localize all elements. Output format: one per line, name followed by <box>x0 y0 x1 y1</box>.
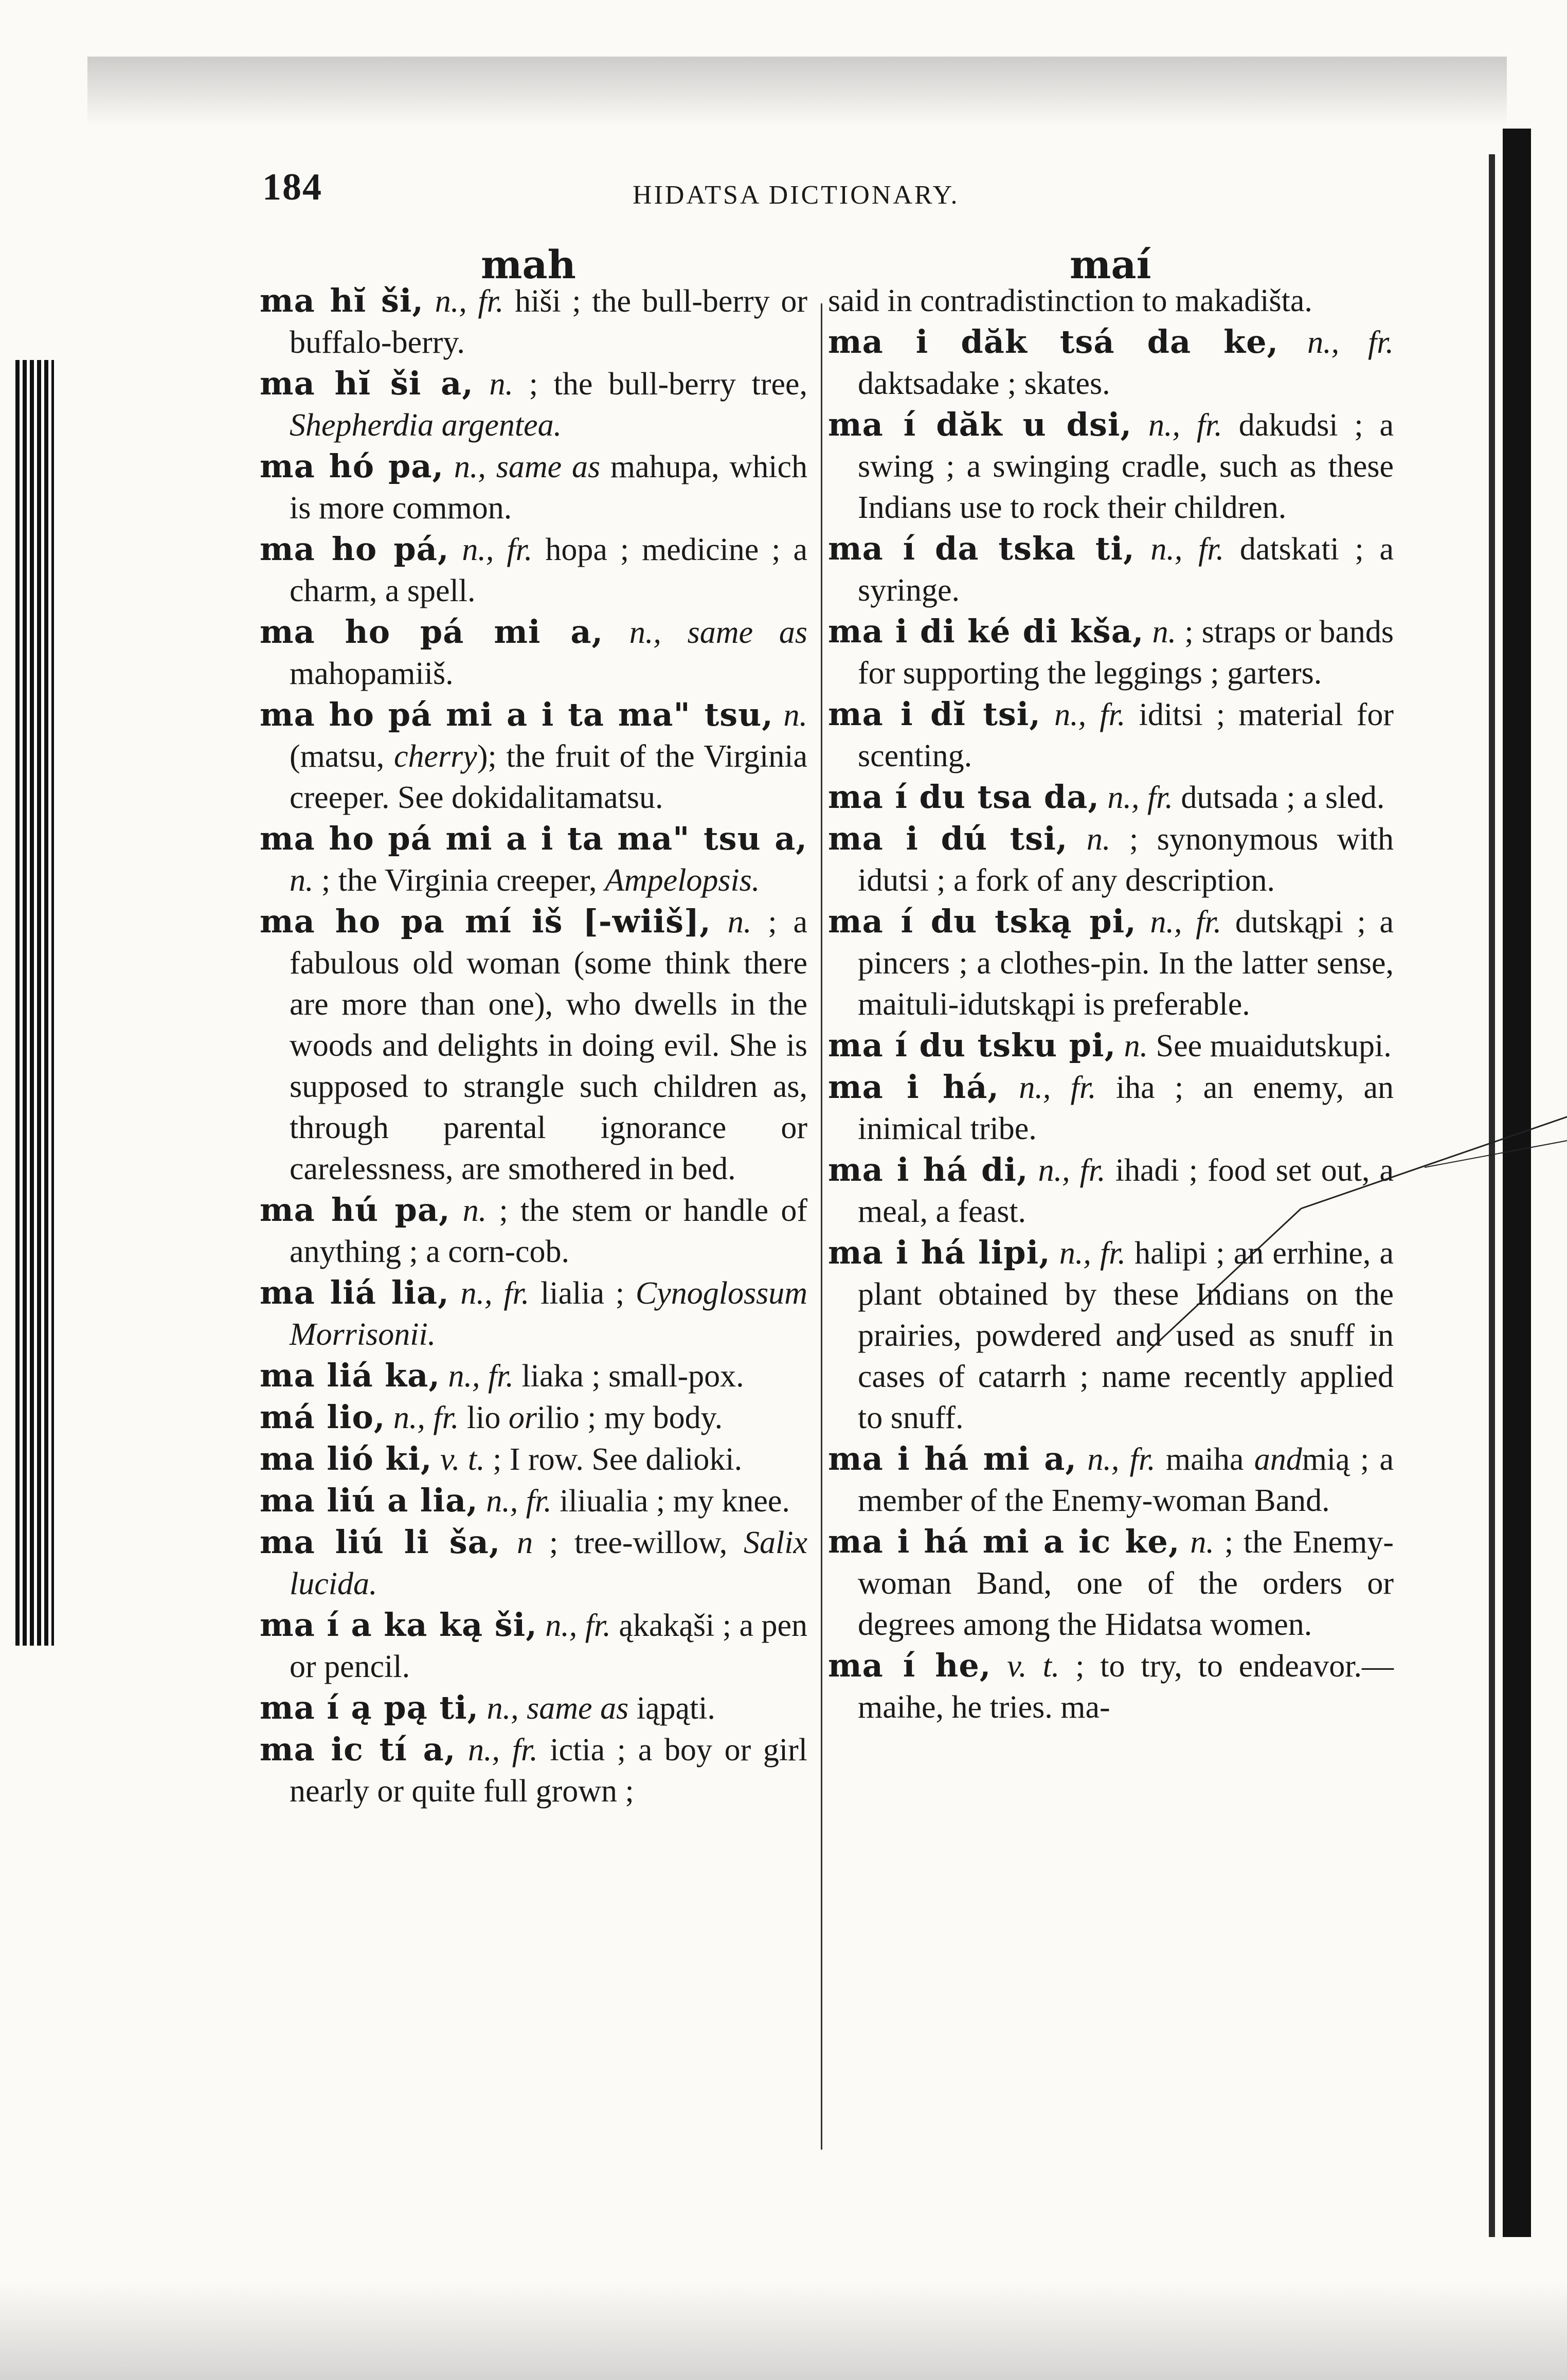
dictionary-entry <box>260 529 807 611</box>
dictionary-entry <box>260 1687 807 1729</box>
entry-definition: ; a fabulous old woman (some think there are more than one), who dwells in the woods and delights in doing evil. She is supposed to strangle such children as, through parental ignorance or carelessness, are smothered in bed. <box>290 905 808 1186</box>
dictionary-entry <box>828 404 1394 528</box>
entry-grammar: n., fr. <box>448 1359 514 1394</box>
dictionary-entry <box>260 363 807 446</box>
entry-definition: datskati ; a syringe. <box>858 532 1394 608</box>
page-bottom-shadow <box>0 2283 1567 2380</box>
entry-definition: ; synonymous with idutsi ; a fork of any description. <box>858 822 1394 898</box>
entry-grammar: n., fr. <box>1150 532 1224 567</box>
entry-headword: ma í du tsa da, <box>828 778 1100 816</box>
entry-definition-cont: ilio ; my body. <box>536 1400 723 1435</box>
dictionary-entry <box>260 1438 807 1480</box>
entry-grammar: n., fr. <box>393 1400 459 1435</box>
dictionary-entry <box>828 1438 1394 1521</box>
dictionary-entry <box>260 280 807 363</box>
entry-definition: ; tree-willow, <box>549 1525 728 1560</box>
entry-headword: ma i dăk tsá da ke, <box>828 323 1279 360</box>
entry-headword: ma ho pá mi a i ta ma" tsu, <box>260 696 773 733</box>
entry-definition: ; the bull-berry tree, <box>529 367 807 402</box>
dictionary-entry <box>260 694 807 818</box>
entry-headword: ma i dĭ tsi, <box>828 695 1041 733</box>
entry-headword: ma ho pá, <box>260 530 449 568</box>
entry-grammar: n. <box>462 1193 487 1228</box>
entry-grammar: n., same as <box>487 1691 629 1726</box>
entry-definition: dutskąpi ; a pincers ; a clothes-pin. In the latter sense, maituli-idutskąpi is preferable. <box>858 905 1394 1022</box>
entry-definition: dakudsi ; a swing ; a swinging cradle, such as these Indians use to rock their children. <box>858 408 1394 525</box>
entry-headword: ma ho pá mi a i ta ma" tsu a, <box>260 820 807 857</box>
guide-word-left: mah <box>481 242 576 287</box>
entry-definition: (matsu, <box>290 739 385 774</box>
entry-italic-term: or <box>508 1400 537 1435</box>
entry-definition: mahupa, which is more common. <box>290 449 807 526</box>
dictionary-entry <box>260 611 807 694</box>
entry-headword: ma liú li ša, <box>260 1523 501 1561</box>
entry-definition: lio <box>466 1400 501 1435</box>
entry-definition: ; to try, to endeavor.—maihe, he tries. ma- <box>858 1649 1394 1725</box>
entry-grammar: n. <box>1190 1525 1214 1560</box>
entry-italic-term: Ampelopsis. <box>605 863 760 898</box>
right-column <box>828 280 1394 1728</box>
entry-grammar: n., fr. <box>1059 1236 1126 1271</box>
entry-grammar: v. t. <box>440 1442 485 1477</box>
entry-headword: ma liú a lia, <box>260 1482 478 1519</box>
entry-definition: ąkakąši ; a pen or pencil. <box>290 1608 808 1684</box>
page-top-shadow <box>87 57 1507 134</box>
entry-definition-cont: mią ; a member of the Enemy-woman Band. <box>858 1442 1394 1518</box>
entry-italic-term: cherry <box>394 739 477 774</box>
entry-definition: iditsi ; material for scenting. <box>858 697 1394 773</box>
entry-grammar: n. <box>1086 822 1111 857</box>
dictionary-entry <box>260 1397 807 1438</box>
entry-headword: ma í du tsku pi, <box>828 1026 1116 1064</box>
dictionary-entry <box>828 901 1394 1025</box>
entry-grammar: n., fr. <box>1307 325 1394 360</box>
running-head: HIDATSA DICTIONARY. <box>633 181 960 210</box>
entry-definition: halipi ; an errhine, a plant obtained by these Indians on the prairies, powdered and used as snuff in cases of catarrh ; name recently applied to snuff. <box>858 1236 1394 1435</box>
entry-grammar: n., fr. <box>1107 780 1173 815</box>
entry-grammar: n., fr. <box>1019 1070 1096 1105</box>
entry-continuation: said in contradistinction to makadišta. <box>828 283 1312 318</box>
entry-grammar: n. <box>727 905 752 940</box>
dictionary-entry <box>828 694 1394 777</box>
entry-grammar: n. <box>1152 615 1177 650</box>
entry-definition: ; the Enemy-woman Band, one of the orders or degrees among the Hidatsa women. <box>858 1525 1394 1642</box>
entry-grammar: n., fr. <box>460 1276 530 1311</box>
entry-italic-term: Cynoglossum Morrisonii. <box>290 1276 808 1352</box>
entry-headword: ma i há lipi, <box>828 1234 1051 1271</box>
dictionary-entry <box>260 1729 807 1812</box>
entry-definition: ; the stem or handle of anything ; a corn-cob. <box>290 1193 807 1269</box>
entry-grammar: n., fr. <box>462 532 533 567</box>
entry-definition: daktsadake ; skates. <box>858 366 1110 401</box>
entry-headword: ma ho pá mi a, <box>260 613 604 651</box>
dictionary-entry <box>260 1522 807 1604</box>
entry-headword: ma ic tí a, <box>260 1730 456 1768</box>
entry-grammar: n. <box>783 698 808 733</box>
entry-headword: ma ho pa mí iš [-wiiš], <box>260 903 711 940</box>
entry-grammar: n., fr. <box>1054 697 1126 732</box>
entry-grammar: v. t. <box>1007 1649 1060 1684</box>
dictionary-entry <box>828 321 1394 404</box>
entry-definition: ; straps or bands for supporting the leggings ; garters. <box>858 615 1394 691</box>
entry-grammar: n., fr. <box>545 1608 611 1643</box>
entry-definition: iliualia ; my knee. <box>560 1484 790 1519</box>
dictionary-entry <box>260 1355 807 1397</box>
dictionary-entry <box>828 1025 1394 1067</box>
entry-definition: liaka ; small-pox. <box>521 1359 744 1394</box>
entry-headword: ma i dú tsi, <box>828 820 1068 857</box>
entry-headword: ma i há di, <box>828 1151 1029 1188</box>
dictionary-entry <box>828 528 1394 611</box>
entry-grammar: n., fr. <box>468 1733 538 1768</box>
entry-grammar: n., fr. <box>435 284 504 319</box>
entry-grammar: n. <box>290 863 314 898</box>
entry-headword: ma lió ki, <box>260 1440 433 1477</box>
entry-definition: ; I row. See dalioki. <box>493 1442 743 1477</box>
pencil-mark <box>1147 1106 1567 1363</box>
entry-definition: ictia ; a boy or girl nearly or quite full grown ; <box>290 1733 808 1809</box>
column-divider <box>821 303 822 2150</box>
dictionary-entry <box>260 446 807 529</box>
entry-headword: má lio, <box>260 1398 386 1436</box>
left-column <box>260 280 807 1812</box>
entry-grammar: n. <box>489 367 514 402</box>
entry-grammar: n., same as <box>629 615 807 650</box>
entry-headword: ma í da tska ti, <box>828 530 1135 567</box>
entry-headword: ma í he, <box>828 1647 992 1684</box>
entry-definition: dutsada ; a sled. <box>1181 780 1385 815</box>
dictionary-entry <box>260 818 807 901</box>
entry-grammar: n. <box>1124 1029 1148 1063</box>
entry-headword: ma hĭ ši, <box>260 282 424 319</box>
entry-grammar: n., fr. <box>486 1484 552 1519</box>
entry-definition: ; the Virginia creeper, <box>321 863 597 898</box>
guide-word-right: maí <box>1070 242 1151 287</box>
entry-headword: ma hó pa, <box>260 447 444 485</box>
entry-headword: ma i há mi a, <box>828 1440 1077 1477</box>
binding-edge-left <box>15 360 54 1646</box>
dictionary-entry <box>260 1189 807 1272</box>
entry-italic-term: and <box>1254 1442 1302 1477</box>
entry-definition: mahopamiiš. <box>290 656 454 691</box>
entry-definition: hopa ; medicine ; a charm, a spell. <box>290 532 807 608</box>
entry-headword: ma í dăk u dsi, <box>828 406 1132 443</box>
dictionary-entry <box>828 280 1394 321</box>
dictionary-entry <box>828 818 1394 901</box>
entry-definition: lialia ; <box>541 1276 625 1311</box>
dictionary-entry <box>260 901 807 1189</box>
dictionary-entry <box>828 1521 1394 1645</box>
entry-grammar: n., fr. <box>1150 905 1222 940</box>
entry-grammar: n., fr. <box>1038 1153 1106 1188</box>
entry-grammar: n <box>517 1525 533 1560</box>
dictionary-entry <box>260 1604 807 1687</box>
entry-definition: iąpąti. <box>636 1691 715 1726</box>
dictionary-entry <box>828 1645 1394 1728</box>
entry-headword: ma i há mi a ic ke, <box>828 1523 1180 1560</box>
entry-headword: ma hú pa, <box>260 1191 451 1229</box>
page-number: 184 <box>262 166 322 208</box>
entry-grammar: n., fr. <box>1148 408 1222 443</box>
entry-grammar: n., fr. <box>1087 1442 1156 1477</box>
entry-definition: hiši ; the bull-berry or buffalo-berry. <box>290 284 808 360</box>
entry-headword: ma í ą pą ti, <box>260 1689 479 1726</box>
dictionary-entry <box>828 611 1394 694</box>
entry-headword: ma í a ka ką ši, <box>260 1606 537 1644</box>
entry-italic-term: Salix lucida. <box>290 1525 808 1601</box>
entry-definition: ihadi ; food set out, a meal, a feast. <box>858 1153 1394 1229</box>
dictionary-entry <box>260 1480 807 1522</box>
entry-headword: ma liá lia, <box>260 1274 449 1311</box>
entry-definition-cont: ); the fruit of the Virginia creeper. See dokidalitamatsu. <box>290 739 808 815</box>
dictionary-entry <box>828 777 1394 818</box>
entry-definition: See muaidutskupi. <box>1156 1029 1392 1063</box>
entry-headword: ma hĭ ši a, <box>260 365 474 402</box>
dictionary-entry <box>260 1272 807 1355</box>
entry-definition: iha ; an enemy, an inimical tribe. <box>858 1070 1394 1146</box>
entry-headword: ma i di ké di kša, <box>828 612 1144 650</box>
entry-headword: ma liá ka, <box>260 1357 440 1394</box>
entry-italic-term: Shepherdia argentea. <box>290 408 562 443</box>
entry-headword: ma i há, <box>828 1068 999 1106</box>
entry-grammar: n., same as <box>454 449 601 484</box>
entry-headword: ma í du tską pi, <box>828 903 1137 940</box>
entry-definition: maiha <box>1165 1442 1244 1477</box>
